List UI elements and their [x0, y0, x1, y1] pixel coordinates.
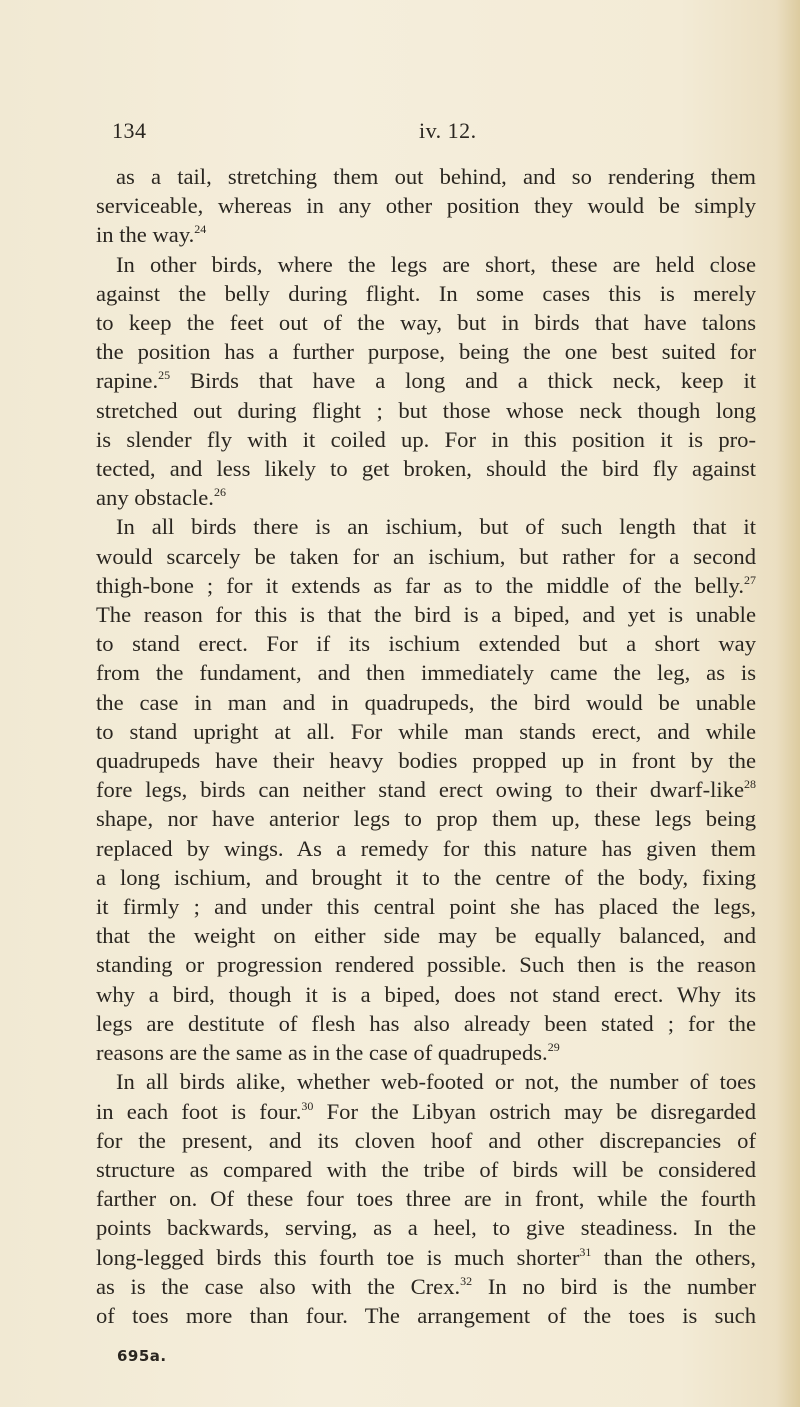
- footnote-ref: 25: [158, 368, 171, 383]
- text-segment: replaced by wings. As a remedy for this nature has given them: [96, 835, 756, 861]
- text-segment: reasons are the same as in the case of quadrupeds.: [96, 1040, 548, 1066]
- text-segment: stretched out during flight ; but those whose neck though long: [96, 397, 756, 423]
- text-segment: is slender fly with it coiled up. For in this position it is pro-: [96, 426, 756, 452]
- text-line: [96, 1038, 756, 1067]
- text-segment: serviceable, whereas in any other position they would be simply: [96, 193, 756, 219]
- text-segment: why a bird, though it is a biped, does not stand erect. Why its: [96, 981, 756, 1007]
- text-segment: than the others,: [591, 1244, 756, 1270]
- text-line: [96, 220, 756, 249]
- text-line: [96, 1126, 756, 1155]
- printer-signature: 695a.: [117, 1347, 167, 1365]
- running-header: [112, 118, 742, 148]
- text-segment: from the fundament, and then immediately came the leg, as is: [96, 660, 756, 686]
- text-segment: Birds that have a long and a thick neck, keep it: [170, 368, 756, 394]
- text-segment: the case in man and in quadrupeds, the bird would be unable: [96, 689, 756, 715]
- text-segment: shape, nor have anterior legs to prop them up, these legs being: [96, 806, 756, 832]
- text-line: [96, 337, 756, 366]
- text-line: [96, 162, 756, 191]
- text-segment: For the Libyan ostrich may be disregarded: [313, 1098, 756, 1124]
- footnote-ref: 27: [744, 572, 756, 587]
- text-line: [96, 1272, 756, 1301]
- text-line: [96, 717, 756, 746]
- text-line: [96, 366, 756, 395]
- text-line: [96, 658, 756, 687]
- paragraph: [96, 512, 756, 1067]
- text-line: [96, 1009, 756, 1038]
- text-line: [96, 308, 756, 337]
- text-line: [96, 600, 756, 629]
- footnote-ref: 30: [301, 1098, 314, 1113]
- text-segment: in each foot is four.: [96, 1098, 302, 1124]
- text-segment: points backwards, serving, as a heel, to give steadiness. In the: [96, 1215, 756, 1241]
- text-line: [96, 250, 756, 279]
- text-line: [96, 892, 756, 921]
- footnote-ref: 24: [194, 222, 207, 237]
- text-line: [96, 834, 756, 863]
- footnote-ref: 26: [213, 485, 226, 500]
- paragraph: [96, 250, 756, 513]
- footnote-ref: 28: [744, 777, 756, 792]
- text-segment: the position has a further purpose, being the one best suited for: [96, 339, 756, 365]
- text-line: [96, 454, 756, 483]
- text-segment: any obstacle.: [96, 485, 214, 511]
- page-number: 134: [112, 118, 147, 143]
- text-segment: rapine.: [96, 368, 159, 394]
- text-segment: that the weight on either side may be equally balanced, and: [96, 923, 756, 949]
- text-segment: would scarcely be taken for an ischium, but rather for a second: [96, 543, 756, 569]
- text-segment: of toes more than four. The arrangement of the toes is such: [96, 1302, 756, 1328]
- body-text: [96, 162, 756, 1330]
- text-segment: In other birds, where the legs are short, these are held close: [116, 251, 756, 277]
- text-line: [96, 1097, 756, 1126]
- text-line: [96, 483, 756, 512]
- text-segment: structure as compared with the tribe of birds will be considered: [96, 1156, 756, 1182]
- footnote-ref: 31: [579, 1244, 592, 1259]
- text-segment: in the way.: [96, 222, 195, 248]
- text-line: [96, 512, 756, 541]
- paragraph: [96, 1067, 756, 1330]
- text-line: [96, 279, 756, 308]
- text-segment: a long ischium, and brought it to the centre of the body, fixing: [96, 864, 756, 890]
- text-line: [96, 629, 756, 658]
- footnote-ref: 29: [547, 1040, 560, 1055]
- text-line: [96, 1243, 756, 1272]
- text-line: [96, 1301, 756, 1330]
- text-line: [96, 775, 756, 804]
- text-segment: In no bird is the number: [472, 1273, 756, 1299]
- text-line: [96, 425, 756, 454]
- text-line: [96, 396, 756, 425]
- text-segment: In all birds there is an ischium, but of such length that it: [116, 514, 756, 540]
- text-line: [96, 1067, 756, 1096]
- text-segment: to stand upright at all. For while man stands erect, and while: [96, 718, 756, 744]
- text-segment: The reason for this is that the bird is a biped, and yet is unable: [96, 602, 756, 628]
- text-segment: thigh-bone ; for it extends as far as to the middle of the belly.: [96, 572, 744, 598]
- text-segment: standing or progression rendered possible. Such then is the reason: [96, 952, 756, 978]
- text-line: [96, 921, 756, 950]
- text-segment: as a tail, stretching them out behind, and so rendering them: [116, 164, 756, 189]
- text-line: [96, 191, 756, 220]
- text-line: [96, 688, 756, 717]
- paragraph: [96, 162, 756, 250]
- text-segment: it firmly ; and under this central point she has placed the legs,: [96, 894, 756, 920]
- text-line: [96, 571, 756, 600]
- text-line: [96, 980, 756, 1009]
- text-segment: as is the case also with the Crex.: [96, 1273, 461, 1299]
- text-segment: farther on. Of these four toes three are in front, while the fourth: [96, 1186, 756, 1212]
- footnote-ref: 32: [460, 1273, 473, 1288]
- text-line: [96, 863, 756, 892]
- text-line: [96, 804, 756, 833]
- text-segment: to stand erect. For if its ischium extended but a short way: [96, 631, 756, 657]
- text-segment: long-legged birds this fourth toe is much shorter: [96, 1244, 580, 1270]
- text-segment: tected, and less likely to get broken, should the bird fly against: [96, 456, 756, 482]
- text-line: [96, 1155, 756, 1184]
- text-segment: legs are destitute of flesh has also already been stated ; for the: [96, 1010, 756, 1036]
- text-segment: quadrupeds have their heavy bodies propped up in front by the: [96, 748, 756, 774]
- text-line: [96, 950, 756, 979]
- text-line: [96, 1184, 756, 1213]
- text-segment: fore legs, birds can neither stand erect owing to their dwarf-like: [96, 777, 744, 803]
- text-line: [96, 746, 756, 775]
- text-segment: for the present, and its cloven hoof and other discrepancies of: [96, 1127, 756, 1153]
- text-segment: to keep the feet out of the way, but in birds that have talons: [96, 310, 756, 336]
- text-segment: against the belly during flight. In some cases this is merely: [96, 280, 756, 306]
- text-line: [96, 542, 756, 571]
- section-reference: iv. 12.: [419, 118, 477, 143]
- text-line: [96, 1213, 756, 1242]
- text-segment: In all birds alike, whether web-footed or not, the number of toes: [116, 1069, 756, 1095]
